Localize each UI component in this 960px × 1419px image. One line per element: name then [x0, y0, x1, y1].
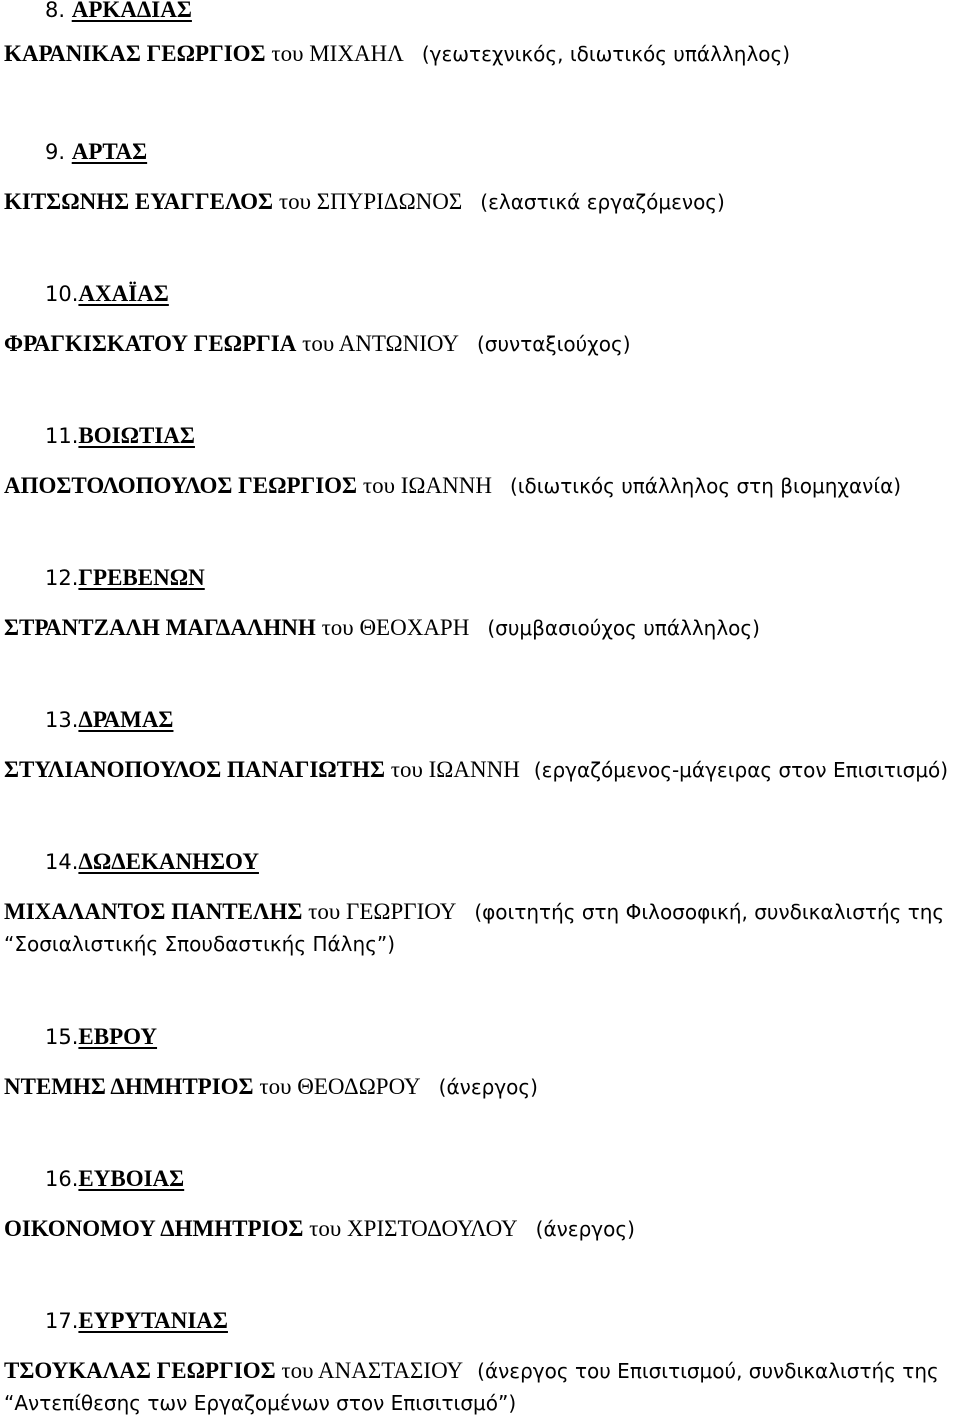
entry-number: 10.	[45, 282, 79, 306]
region-name: ΕΥΒΟΙΑΣ	[78, 1166, 185, 1191]
candidate-name: ΜΙΧΑΛΑΝΤΟΣ ΠΑΝΤΕΛΗΣ	[4, 899, 303, 924]
candidate-name: ΑΠΟΣΤΟΛΟΠΟΥΛΟΣ ΓΕΩΡΓΙΟΣ	[4, 473, 358, 498]
entry-number: 15.	[45, 1025, 79, 1049]
candidate-description: (συνταξιούχος)	[477, 332, 631, 356]
candidate-description: (άνεργος)	[535, 1217, 635, 1241]
candidate-name: ΚΙΤΣΩΝΗΣ ΕΥΑΓΓΕΛΟΣ	[4, 189, 274, 214]
region-name: ΕΒΡΟΥ	[78, 1024, 158, 1049]
candidate-name: ΚΑΡΑΝΙΚΑΣ ΓΕΩΡΓΙΟΣ	[4, 41, 266, 66]
candidate-line	[4, 896, 956, 960]
candidate-description: (εργαζόμενος-μάγειρας στον Επισιτισμό)	[533, 758, 949, 782]
region-name: ΑΡΚΑΔΙΑΣ	[71, 0, 192, 22]
entry-number: 8.	[45, 0, 72, 22]
candidate-description: (γεωτεχνικός, ιδιωτικός υπάλληλος)	[421, 42, 791, 66]
candidate-father: του ΧΡΙΣΤΟΔΟΥΛΟΥ	[309, 1216, 518, 1241]
region-name: ΔΩΔΕΚΑΝΗΣΟΥ	[78, 849, 259, 874]
region-heading	[45, 566, 205, 590]
region-heading	[45, 282, 169, 306]
candidate-line	[4, 470, 956, 502]
candidate-description: (άνεργος του Επισιτισμού, συνδικαλιστής της “Αντεπίθεσης των Εργαζομένων στον Επισιτισμό”)	[4, 1359, 939, 1415]
entry-number: 11.	[45, 424, 79, 448]
candidate-name: ΣΤΥΛΙΑΝΟΠΟΥΛΟΣ ΠΑΝΑΓΙΩΤΗΣ	[4, 757, 385, 782]
region-name: ΑΧΑΪΑΣ	[78, 281, 169, 306]
candidate-line	[4, 754, 956, 786]
candidate-name: ΣΤΡΑΝΤΖΑΛΗ ΜΑΓΔΑΛΗΝΗ	[4, 615, 316, 640]
region-name: ΒΟΙΩΤΙΑΣ	[78, 423, 195, 448]
candidate-father: του ΜΙΧΑΗΛ	[271, 41, 404, 66]
entry-number: 9.	[45, 140, 72, 164]
candidate-father: του ΘΕΟΧΑΡΗ	[321, 615, 470, 640]
region-name: ΓΡΕΒΕΝΩΝ	[78, 565, 205, 590]
region-name: ΕΥΡΥΤΑΝΙΑΣ	[78, 1308, 228, 1333]
entry-number: 12.	[45, 566, 79, 590]
candidate-father: του ΘΕΟΔΩΡΟΥ	[259, 1074, 421, 1099]
candidate-name: ΝΤΕΜΗΣ ΔΗΜΗΤΡΙΟΣ	[4, 1074, 254, 1099]
candidate-line	[4, 1355, 956, 1419]
candidate-line	[4, 328, 956, 360]
entry-number: 17.	[45, 1309, 79, 1333]
entry-number: 13.	[45, 708, 79, 732]
candidate-father: του ΣΠΥΡΙΔΩΝΟΣ	[278, 189, 463, 214]
region-heading	[45, 1309, 228, 1333]
candidate-father: του ΓΕΩΡΓΙΟΥ	[308, 899, 457, 924]
candidate-father: του ΑΝΑΣΤΑΣΙΟΥ	[281, 1358, 464, 1383]
entry-number: 14.	[45, 850, 79, 874]
candidate-line	[4, 612, 956, 644]
region-heading	[45, 1167, 184, 1191]
region-heading	[45, 1025, 157, 1049]
candidate-line	[4, 38, 956, 70]
region-heading	[45, 140, 147, 164]
candidate-name: ΦΡΑΓΚΙΣΚΑΤΟΥ ΓΕΩΡΓΙΑ	[4, 331, 297, 356]
region-heading	[45, 708, 173, 732]
candidate-father: του ΑΝΤΩΝΙΟΥ	[302, 331, 459, 356]
region-name: ΑΡΤΑΣ	[71, 139, 148, 164]
entry-number: 16.	[45, 1167, 79, 1191]
region-name: ΔΡΑΜΑΣ	[78, 707, 174, 732]
region-heading	[45, 850, 259, 874]
candidate-name: ΟΙΚΟΝΟΜΟΥ ΔΗΜΗΤΡΙΟΣ	[4, 1216, 304, 1241]
candidate-father: του ΙΩΑΝΝΗ	[390, 757, 520, 782]
candidate-description: (ελαστικά εργαζόμενος)	[480, 190, 725, 214]
region-heading	[45, 424, 195, 448]
candidate-name: ΤΣΟΥΚΑΛΑΣ ΓΕΩΡΓΙΟΣ	[4, 1358, 276, 1383]
candidate-description: (συμβασιούχος υπάλληλος)	[487, 616, 760, 640]
candidate-line	[4, 1071, 956, 1103]
candidate-description: (ιδιωτικός υπάλληλος στη βιομηχανία)	[509, 474, 902, 498]
candidate-father: του ΙΩΑΝΝΗ	[362, 473, 492, 498]
candidate-description: (άνεργος)	[438, 1075, 538, 1099]
candidate-line	[4, 1213, 956, 1245]
candidate-line	[4, 186, 956, 218]
region-heading	[45, 0, 192, 22]
candidate-description: (φοιτητής στη Φιλοσοφική, συνδικαλιστής της “Σοσιαλιστικής Σπουδαστικής Πάλης”)	[4, 900, 945, 956]
